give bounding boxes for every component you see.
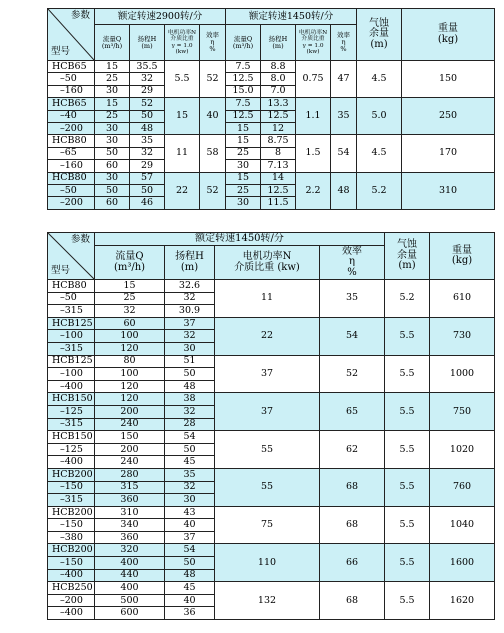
flow-cell: 30 xyxy=(226,197,261,209)
flow-cell: 15 xyxy=(226,135,261,147)
efficiency-cell: 48 xyxy=(331,172,357,209)
head-header: 扬程H (m) xyxy=(165,246,215,280)
power-header: 电机功率N 介质比重 γ = 1.0 (kw) xyxy=(165,25,200,61)
head-cell: 8.8 xyxy=(261,61,296,73)
model-cell: HCB80 xyxy=(48,135,95,147)
flow-cell: 240 xyxy=(95,456,165,469)
weight-cell: 310 xyxy=(402,172,495,209)
power-header: 电机功率N 介质比重 γ = 1.0 (kw) xyxy=(296,25,331,61)
flow-cell: 120 xyxy=(95,393,165,406)
model-cell: –200 xyxy=(48,122,95,134)
flow-cell: 400 xyxy=(95,557,165,570)
npsh-cell: 4.5 xyxy=(357,135,402,172)
efficiency-cell: 52 xyxy=(320,355,385,393)
head-cell: 50 xyxy=(130,110,165,122)
table-row xyxy=(48,506,495,519)
flow-cell: 7.5 xyxy=(226,61,261,73)
head-header: 扬程H (m) xyxy=(261,25,296,61)
model-cell: –400 xyxy=(48,569,95,582)
flow-cell: 200 xyxy=(95,405,165,418)
head-cell: 8.0 xyxy=(261,73,296,85)
efficiency-cell: 68 xyxy=(320,582,385,620)
head-header: 扬程H (m) xyxy=(130,25,165,61)
flow-cell: 360 xyxy=(95,531,165,544)
efficiency-header: 效率 η % xyxy=(331,25,357,61)
head-cell: 48 xyxy=(165,569,215,582)
table-row xyxy=(48,98,495,110)
flow-cell: 32 xyxy=(95,305,165,318)
head-cell: 50 xyxy=(130,184,165,196)
weight-cell: 170 xyxy=(402,135,495,172)
flow-cell: 200 xyxy=(95,443,165,456)
head-cell: 13.3 xyxy=(261,98,296,110)
table-row xyxy=(48,172,495,184)
model-cell: HCB65 xyxy=(48,61,95,73)
head-cell: 52 xyxy=(130,98,165,110)
model-cell: –400 xyxy=(48,456,95,469)
flow-cell: 150 xyxy=(95,431,165,444)
efficiency-cell: 58 xyxy=(200,135,226,172)
model-cell: HCB80 xyxy=(48,280,95,293)
head-cell: 12.5 xyxy=(261,184,296,196)
flow-cell: 240 xyxy=(95,418,165,431)
model-cell: –100 xyxy=(48,368,95,381)
flow-cell: 25 xyxy=(95,73,130,85)
pump-table-1 xyxy=(47,8,495,210)
power-cell: 1.5 xyxy=(296,135,331,172)
model-cell: –380 xyxy=(48,531,95,544)
model-cell: HCB150 xyxy=(48,431,95,444)
head-cell: 37 xyxy=(165,531,215,544)
flow-cell: 340 xyxy=(95,519,165,532)
model-cell: HCB125 xyxy=(48,317,95,330)
corner-param-label: 参数 xyxy=(70,10,90,21)
flow-cell: 30 xyxy=(95,135,130,147)
model-cell: –65 xyxy=(48,147,95,159)
table-row xyxy=(48,61,495,73)
efficiency-cell: 54 xyxy=(331,135,357,172)
weight-cell: 1620 xyxy=(430,582,495,620)
model-cell: HCB65 xyxy=(48,98,95,110)
model-cell: –50 xyxy=(48,73,95,85)
head-cell: 35 xyxy=(165,468,215,481)
group-header-2900: 额定转速2900转/分 xyxy=(95,9,226,25)
head-cell: 7.0 xyxy=(261,85,296,97)
flow-cell: 100 xyxy=(95,330,165,343)
model-cell: –315 xyxy=(48,305,95,318)
flow-cell: 120 xyxy=(95,342,165,355)
flow-cell: 25 xyxy=(226,147,261,159)
model-cell: –160 xyxy=(48,160,95,172)
power-cell: 110 xyxy=(215,544,320,582)
model-cell: –150 xyxy=(48,519,95,532)
flow-header: 流量Q (m³/h) xyxy=(95,246,165,280)
corner-header xyxy=(48,9,95,61)
table-row xyxy=(48,468,495,481)
pump-table-2 xyxy=(47,232,495,620)
head-cell: 40 xyxy=(165,594,215,607)
model-cell: –200 xyxy=(48,197,95,209)
flow-cell: 280 xyxy=(95,468,165,481)
head-cell: 28 xyxy=(165,418,215,431)
table-row xyxy=(48,135,495,147)
weight-cell: 1000 xyxy=(430,355,495,393)
corner-param-label: 参数 xyxy=(70,234,90,245)
npsh-cell: 5.5 xyxy=(385,506,430,544)
head-cell: 50 xyxy=(165,557,215,570)
group-header-1450: 额定转速1450转/分 xyxy=(95,233,385,246)
npsh-cell: 5.5 xyxy=(385,431,430,469)
flow-header: 流量Q (m³/h) xyxy=(95,25,130,61)
flow-cell: 50 xyxy=(95,147,130,159)
model-cell: HCB250 xyxy=(48,582,95,595)
head-cell: 32 xyxy=(165,481,215,494)
corner-header xyxy=(48,233,95,280)
model-cell: HCB125 xyxy=(48,355,95,368)
head-cell: 8.75 xyxy=(261,135,296,147)
efficiency-cell: 68 xyxy=(320,506,385,544)
efficiency-cell: 62 xyxy=(320,431,385,469)
efficiency-cell: 35 xyxy=(331,98,357,135)
head-cell: 57 xyxy=(130,172,165,184)
power-cell: 0.75 xyxy=(296,61,331,98)
flow-cell: 15 xyxy=(226,172,261,184)
npsh-cell: 4.5 xyxy=(357,61,402,98)
efficiency-cell: 54 xyxy=(320,317,385,355)
flow-cell: 25 xyxy=(95,110,130,122)
efficiency-cell: 40 xyxy=(200,98,226,135)
head-cell: 35 xyxy=(130,135,165,147)
model-cell: HCB200 xyxy=(48,544,95,557)
flow-cell: 120 xyxy=(95,380,165,393)
table-row xyxy=(48,544,495,557)
flow-cell: 360 xyxy=(95,494,165,507)
head-cell: 35.5 xyxy=(130,61,165,73)
group-header-1450: 额定转速1450转/分 xyxy=(226,9,357,25)
efficiency-cell: 68 xyxy=(320,468,385,506)
model-cell: HCB80 xyxy=(48,172,95,184)
weight-cell: 1040 xyxy=(430,506,495,544)
efficiency-cell: 65 xyxy=(320,393,385,431)
corner-model-label: 型号 xyxy=(51,265,71,277)
weight-cell: 750 xyxy=(430,393,495,431)
model-cell: –50 xyxy=(48,184,95,196)
model-cell: –150 xyxy=(48,557,95,570)
model-cell: –315 xyxy=(48,494,95,507)
flow-cell: 500 xyxy=(95,594,165,607)
efficiency-header: 效率 η % xyxy=(320,246,385,280)
head-cell: 30 xyxy=(165,342,215,355)
model-cell: –200 xyxy=(48,594,95,607)
head-cell: 48 xyxy=(130,122,165,134)
npsh-cell: 5.5 xyxy=(385,582,430,620)
model-cell: –125 xyxy=(48,405,95,418)
head-cell: 54 xyxy=(165,544,215,557)
head-cell: 45 xyxy=(165,582,215,595)
flow-cell: 25 xyxy=(95,292,165,305)
head-cell: 32 xyxy=(165,330,215,343)
efficiency-cell: 47 xyxy=(331,61,357,98)
model-cell: –150 xyxy=(48,481,95,494)
head-cell: 46 xyxy=(130,197,165,209)
efficiency-cell: 66 xyxy=(320,544,385,582)
head-cell: 30.9 xyxy=(165,305,215,318)
head-cell: 7.13 xyxy=(261,160,296,172)
power-header: 电机功率N 介质比重 (kw) xyxy=(215,246,320,280)
flow-cell: 12.5 xyxy=(226,110,261,122)
table-row xyxy=(48,431,495,444)
head-cell: 54 xyxy=(165,431,215,444)
model-cell: –400 xyxy=(48,607,95,620)
efficiency-cell: 52 xyxy=(200,172,226,209)
power-cell: 15 xyxy=(165,98,200,135)
head-cell: 30 xyxy=(165,494,215,507)
flow-cell: 15.0 xyxy=(226,85,261,97)
flow-cell: 80 xyxy=(95,355,165,368)
flow-cell: 60 xyxy=(95,197,130,209)
head-cell: 36 xyxy=(165,607,215,620)
npsh-cell: 5.2 xyxy=(357,172,402,209)
flow-cell: 315 xyxy=(95,481,165,494)
head-cell: 11.5 xyxy=(261,197,296,209)
corner-model-label: 型号 xyxy=(51,46,71,58)
flow-cell: 400 xyxy=(95,582,165,595)
flow-cell: 320 xyxy=(95,544,165,557)
head-cell: 12.5 xyxy=(261,110,296,122)
power-cell: 55 xyxy=(215,468,320,506)
flow-cell: 15 xyxy=(226,122,261,134)
weight-cell: 1600 xyxy=(430,544,495,582)
model-cell: HCB150 xyxy=(48,393,95,406)
power-cell: 1.1 xyxy=(296,98,331,135)
head-cell: 29 xyxy=(130,85,165,97)
flow-cell: 12.5 xyxy=(226,73,261,85)
model-cell: –40 xyxy=(48,110,95,122)
flow-cell: 25 xyxy=(226,184,261,196)
flow-cell: 600 xyxy=(95,607,165,620)
head-cell: 48 xyxy=(165,380,215,393)
head-cell: 14 xyxy=(261,172,296,184)
table-row xyxy=(48,582,495,595)
power-cell: 37 xyxy=(215,393,320,431)
model-cell: –400 xyxy=(48,380,95,393)
head-cell: 50 xyxy=(165,368,215,381)
npsh-cell: 5.0 xyxy=(357,98,402,135)
npsh-cell: 5.2 xyxy=(385,280,430,318)
power-cell: 2.2 xyxy=(296,172,331,209)
efficiency-cell: 52 xyxy=(200,61,226,98)
flow-cell: 30 xyxy=(95,85,130,97)
head-cell: 32.6 xyxy=(165,280,215,293)
flow-cell: 30 xyxy=(95,172,130,184)
npsh-cell: 5.5 xyxy=(385,468,430,506)
head-cell: 37 xyxy=(165,317,215,330)
head-cell: 32 xyxy=(130,73,165,85)
model-cell: –315 xyxy=(48,418,95,431)
weight-header: 重量 (kg) xyxy=(402,9,495,61)
table-row xyxy=(48,317,495,330)
head-cell: 38 xyxy=(165,393,215,406)
flow-cell: 310 xyxy=(95,506,165,519)
flow-cell: 7.5 xyxy=(226,98,261,110)
flow-cell: 60 xyxy=(95,160,130,172)
head-cell: 32 xyxy=(165,405,215,418)
flow-cell: 15 xyxy=(95,98,130,110)
npsh-header: 气蚀 余量 (m) xyxy=(357,9,402,61)
model-cell: –125 xyxy=(48,443,95,456)
flow-header: 流量Q (m³/h) xyxy=(226,25,261,61)
flow-cell: 30 xyxy=(226,160,261,172)
npsh-cell: 5.5 xyxy=(385,393,430,431)
head-cell: 50 xyxy=(165,443,215,456)
npsh-cell: 5.5 xyxy=(385,317,430,355)
npsh-cell: 5.5 xyxy=(385,544,430,582)
model-cell: –315 xyxy=(48,342,95,355)
head-cell: 32 xyxy=(165,292,215,305)
flow-cell: 100 xyxy=(95,368,165,381)
model-cell: –50 xyxy=(48,292,95,305)
head-cell: 32 xyxy=(130,147,165,159)
weight-cell: 1020 xyxy=(430,431,495,469)
flow-cell: 440 xyxy=(95,569,165,582)
head-cell: 8 xyxy=(261,147,296,159)
power-cell: 75 xyxy=(215,506,320,544)
table-row xyxy=(48,280,495,293)
power-cell: 22 xyxy=(165,172,200,209)
table-row xyxy=(48,393,495,406)
power-cell: 132 xyxy=(215,582,320,620)
power-cell: 5.5 xyxy=(165,61,200,98)
power-cell: 11 xyxy=(215,280,320,318)
head-cell: 40 xyxy=(165,519,215,532)
model-cell: HCB200 xyxy=(48,506,95,519)
head-cell: 45 xyxy=(165,456,215,469)
weight-cell: 150 xyxy=(402,61,495,98)
npsh-cell: 5.5 xyxy=(385,355,430,393)
head-cell: 51 xyxy=(165,355,215,368)
npsh-header: 气蚀 余量 (m) xyxy=(385,233,430,280)
weight-cell: 250 xyxy=(402,98,495,135)
power-cell: 37 xyxy=(215,355,320,393)
model-cell: –160 xyxy=(48,85,95,97)
efficiency-header: 效率 η % xyxy=(200,25,226,61)
table-row xyxy=(48,355,495,368)
flow-cell: 15 xyxy=(95,61,130,73)
flow-cell: 60 xyxy=(95,317,165,330)
model-cell: HCB200 xyxy=(48,468,95,481)
head-cell: 43 xyxy=(165,506,215,519)
flow-cell: 30 xyxy=(95,122,130,134)
weight-cell: 760 xyxy=(430,468,495,506)
head-cell: 29 xyxy=(130,160,165,172)
flow-cell: 50 xyxy=(95,184,130,196)
weight-cell: 730 xyxy=(430,317,495,355)
head-cell: 12 xyxy=(261,122,296,134)
weight-header: 重量 (kg) xyxy=(430,233,495,280)
flow-cell: 15 xyxy=(95,280,165,293)
efficiency-cell: 35 xyxy=(320,280,385,318)
model-cell: –100 xyxy=(48,330,95,343)
power-cell: 22 xyxy=(215,317,320,355)
weight-cell: 610 xyxy=(430,280,495,318)
power-cell: 11 xyxy=(165,135,200,172)
power-cell: 55 xyxy=(215,431,320,469)
